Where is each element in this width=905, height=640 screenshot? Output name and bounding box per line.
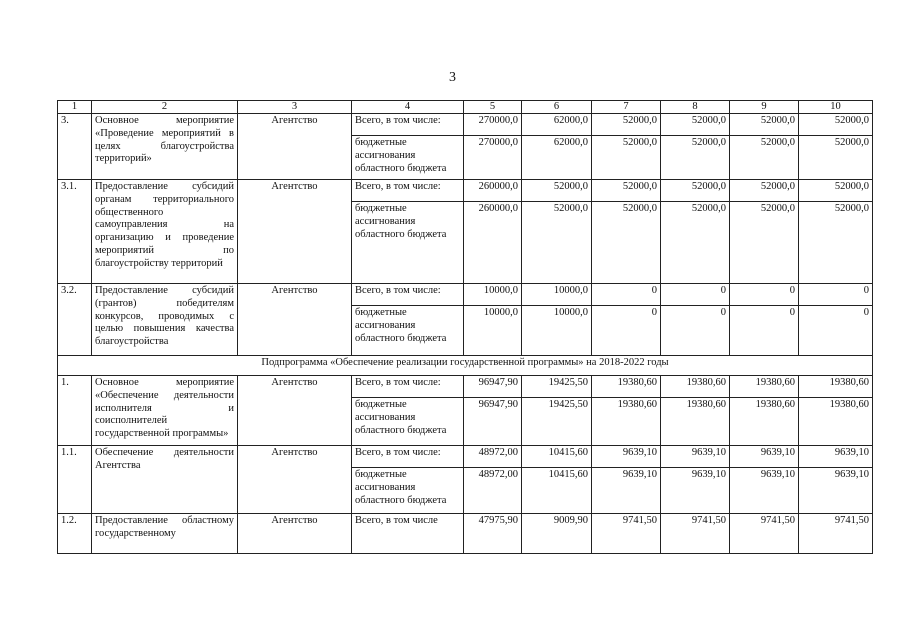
column-number: 7 — [592, 101, 661, 114]
row-executor: Агентство — [238, 376, 352, 446]
funding-value: 52000,0 — [592, 180, 661, 202]
row-id: 1.2. — [58, 514, 92, 554]
funding-value: 9639,10 — [730, 468, 799, 514]
funding-value: 260000,0 — [464, 202, 522, 284]
funding-value: 9741,50 — [661, 514, 730, 554]
row-name: Основное мероприятие «Проведение мероприятий в целях благоустройства территорий» — [92, 114, 238, 180]
row-id: 1.1. — [58, 446, 92, 514]
row-executor: Агентство — [238, 284, 352, 356]
funding-value: 48972,00 — [464, 468, 522, 514]
funding-value: 19380,60 — [730, 398, 799, 446]
row-executor: Агентство — [238, 180, 352, 284]
funding-value: 9741,50 — [799, 514, 873, 554]
funding-value: 270000,0 — [464, 114, 522, 136]
row-id: 3.1. — [58, 180, 92, 284]
funding-value: 10000,0 — [522, 284, 592, 306]
table-row — [58, 446, 873, 468]
table-row — [58, 114, 873, 136]
funding-value: 10415,60 — [522, 446, 592, 468]
row-executor: Агентство — [238, 114, 352, 180]
funding-budget-label: бюджетные ассигнования областного бюджета — [352, 202, 464, 284]
funding-value: 9741,50 — [592, 514, 661, 554]
column-number: 10 — [799, 101, 873, 114]
column-number-row — [58, 101, 873, 114]
subprogram-row — [58, 356, 873, 376]
funding-value: 260000,0 — [464, 180, 522, 202]
funding-value: 52000,0 — [730, 136, 799, 180]
funding-budget-label: бюджетные ассигнования областного бюджета — [352, 468, 464, 514]
funding-value: 9639,10 — [799, 446, 873, 468]
funding-value: 96947,90 — [464, 376, 522, 398]
funding-value: 9639,10 — [730, 446, 799, 468]
funding-budget-label: бюджетные ассигнования областного бюджета — [352, 136, 464, 180]
funding-value: 19425,50 — [522, 376, 592, 398]
row-executor: Агентство — [238, 514, 352, 554]
funding-value: 19380,60 — [799, 398, 873, 446]
funding-value: 9639,10 — [592, 468, 661, 514]
funding-budget-label: бюджетные ассигнования областного бюджета — [352, 398, 464, 446]
funding-value: 52000,0 — [592, 114, 661, 136]
column-number: 8 — [661, 101, 730, 114]
funding-value: 19425,50 — [522, 398, 592, 446]
row-name: Основное мероприятие «Обеспечение деятельности исполнителя и соисполнителей государственной программы» — [92, 376, 238, 446]
funding-value: 19380,60 — [592, 398, 661, 446]
funding-value: 0 — [661, 306, 730, 356]
funding-value: 62000,0 — [522, 114, 592, 136]
funding-value: 9639,10 — [799, 468, 873, 514]
funding-value: 52000,0 — [661, 136, 730, 180]
column-number: 5 — [464, 101, 522, 114]
funding-total-label: Всего, в том числе: — [352, 114, 464, 136]
funding-value: 0 — [799, 306, 873, 356]
funding-value: 52000,0 — [661, 114, 730, 136]
funding-value: 52000,0 — [799, 202, 873, 284]
row-name: Обеспечение деятельности Агентства — [92, 446, 238, 514]
row-executor: Агентство — [238, 446, 352, 514]
funding-value: 52000,0 — [799, 136, 873, 180]
funding-value: 270000,0 — [464, 136, 522, 180]
table-row — [58, 180, 873, 202]
subprogram-title: Подпрограмма «Обеспечение реализации государственной программы» на 2018-2022 годы — [58, 356, 873, 376]
funding-value: 52000,0 — [799, 114, 873, 136]
funding-value: 19380,60 — [661, 398, 730, 446]
funding-value: 19380,60 — [592, 376, 661, 398]
funding-value: 10000,0 — [464, 306, 522, 356]
funding-value: 47975,90 — [464, 514, 522, 554]
table-body — [58, 101, 873, 554]
funding-total-label: Всего, в том числе: — [352, 446, 464, 468]
funding-value: 9639,10 — [661, 446, 730, 468]
funding-value: 48972,00 — [464, 446, 522, 468]
funding-value: 52000,0 — [730, 202, 799, 284]
funding-value: 52000,0 — [522, 180, 592, 202]
funding-value: 10000,0 — [522, 306, 592, 356]
column-number: 4 — [352, 101, 464, 114]
funding-value: 10000,0 — [464, 284, 522, 306]
budget-table — [57, 100, 873, 554]
funding-value: 19380,60 — [799, 376, 873, 398]
funding-value: 9741,50 — [730, 514, 799, 554]
funding-total-label: Всего, в том числе: — [352, 180, 464, 202]
row-name: Предоставление субсидий органам территориального общественного самоуправления на организацию и проведение мероприятий по благоустройству территорий — [92, 180, 238, 284]
funding-budget-label: бюджетные ассигнования областного бюджета — [352, 306, 464, 356]
funding-value: 0 — [592, 306, 661, 356]
funding-value: 0 — [592, 284, 661, 306]
funding-value: 96947,90 — [464, 398, 522, 446]
column-number: 6 — [522, 101, 592, 114]
funding-value: 52000,0 — [799, 180, 873, 202]
funding-value: 19380,60 — [730, 376, 799, 398]
funding-value: 9009,90 — [522, 514, 592, 554]
funding-value: 0 — [661, 284, 730, 306]
column-number: 1 — [58, 101, 92, 114]
funding-value: 52000,0 — [661, 202, 730, 284]
row-name: Предоставление областному государственному — [92, 514, 238, 554]
page-number: 3 — [449, 70, 456, 85]
funding-value: 52000,0 — [592, 202, 661, 284]
funding-total-label: Всего, в том числе — [352, 514, 464, 554]
funding-total-label: Всего, в том числе: — [352, 284, 464, 306]
funding-value: 19380,60 — [661, 376, 730, 398]
row-id: 1. — [58, 376, 92, 446]
column-number: 3 — [238, 101, 352, 114]
table-row — [58, 376, 873, 398]
funding-value: 52000,0 — [522, 202, 592, 284]
funding-value: 0 — [730, 306, 799, 356]
funding-value: 0 — [799, 284, 873, 306]
table-row — [58, 514, 873, 554]
column-number: 9 — [730, 101, 799, 114]
row-name: Предоставление субсидий (грантов) победителям конкурсов, проводимых с целью повышения качества благоустройства — [92, 284, 238, 356]
funding-value: 52000,0 — [592, 136, 661, 180]
funding-total-label: Всего, в том числе: — [352, 376, 464, 398]
table-row — [58, 284, 873, 306]
funding-value: 9639,10 — [592, 446, 661, 468]
funding-value: 52000,0 — [661, 180, 730, 202]
funding-value: 52000,0 — [730, 114, 799, 136]
funding-value: 9639,10 — [661, 468, 730, 514]
column-number: 2 — [92, 101, 238, 114]
funding-value: 0 — [730, 284, 799, 306]
funding-value: 10415,60 — [522, 468, 592, 514]
funding-value: 62000,0 — [522, 136, 592, 180]
funding-value: 52000,0 — [730, 180, 799, 202]
row-id: 3.2. — [58, 284, 92, 356]
row-id: 3. — [58, 114, 92, 180]
